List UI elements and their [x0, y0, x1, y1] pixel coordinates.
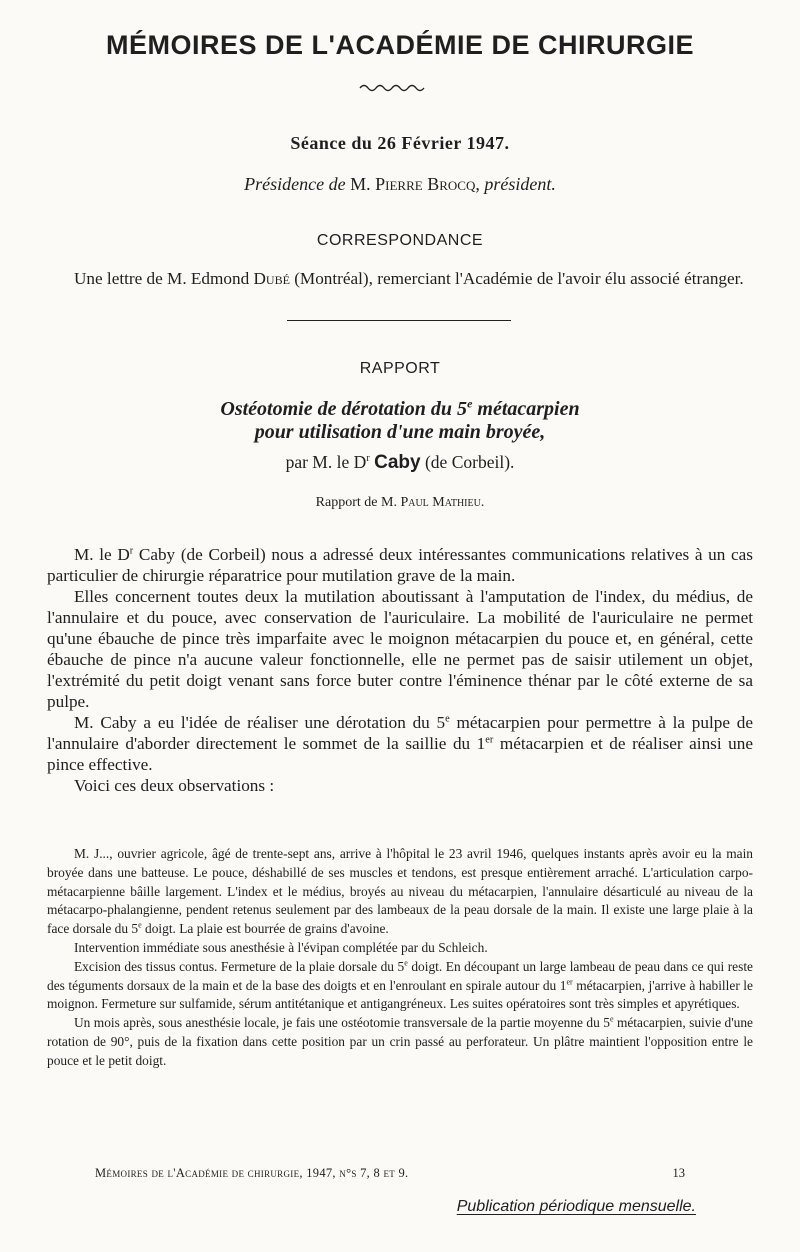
title-line1: Ostéotomie de dérotation du 5 — [220, 398, 468, 420]
title-sup: e — [467, 396, 473, 411]
p3-a: M. Caby a eu l'idée de réaliser une dérotation du 5 — [74, 713, 446, 732]
o4-sup: e — [609, 1014, 614, 1024]
o3-b: doigt. En découpant un large lambeau de peau dans ce qui reste des téguments dorsaux de la main et de la base des doigts et en l'enroulant en spirale autour du 1 — [47, 958, 754, 993]
journal-title: MÉMOIRES DE L'ACADÉMIE DE CHIRURGIE — [106, 30, 694, 60]
article-title — [0, 398, 800, 444]
presidence-m: M. — [350, 174, 371, 194]
o3-c: métacarpien, j'arrive à habiller le moignon. Fermeture sur sulfamide, sérum antitétanique et antigangréneux. Les suites opératoires sont très simples et apyrétiques. — [47, 977, 753, 1012]
presidence-label: Présidence de — [244, 174, 346, 194]
corr-text-a: Une lettre de M. Edmond — [74, 269, 250, 288]
rapporteur-name: Paul Mathieu. — [400, 495, 485, 510]
o1: M. J..., ouvrier agricole, âgé de trente-sept ans, arrive à l'hôpital le 23 avril 1946, quelques instants après avoir eu la main broyée dans une batteuse. Le pouce, déshabillé de ses muscles et tendons, est presque entièrement arraché. L'articulation carpo-métacarpienne bâille largement. L'index et le médius, broyés au niveau du métacarpien, l'annulaire désarticulé au niveau de la métacarpo-phalangienne, pendent retenus seulement par des lambeaux de la peau dorsale de la main. Il existe une large plaie à la face dorsale du 5 — [47, 846, 753, 937]
president-role: président. — [484, 174, 556, 194]
report-body — [47, 544, 753, 796]
observation-text — [47, 845, 753, 1071]
o3-sup1: e — [404, 958, 408, 968]
rapporteur-line — [0, 495, 800, 511]
body-paragraph-3 — [47, 712, 753, 775]
author-name: Caby — [374, 452, 421, 473]
page-number: 13 — [672, 1166, 685, 1180]
p3-sup2: er — [485, 734, 494, 746]
corr-text-b: (Montréal), remerciant l'Académie de l'avoir élu associé étranger. — [294, 269, 744, 288]
o4-a: Un mois après, sous anesthésie locale, je fais une ostéotomie transversale de la partie moyenne du 5 — [74, 1015, 610, 1031]
corr-name: Dubé — [253, 269, 290, 288]
obs-paragraph-1 — [47, 845, 753, 939]
o3-sup2: er — [566, 977, 573, 987]
title-line2: pour utilisation d'une main broyée, — [254, 421, 546, 443]
section-divider — [287, 320, 511, 321]
obs-paragraph-3 — [47, 958, 753, 1014]
session-date: Séance du 26 Février 1947. — [290, 133, 510, 153]
rapporteur-pre: Rapport de M. — [315, 495, 397, 510]
obs-paragraph-2: Intervention immédiate sous anesthésie à l'évipan complétée par du Schleich. — [74, 939, 488, 955]
body-paragraph-4: Voici ces deux observations : — [74, 776, 275, 795]
par-pre: par M. le D — [285, 452, 367, 472]
publication-note: Publication périodique mensuelle. — [456, 1198, 696, 1215]
correspondance-heading: CORRESPONDANCE — [316, 232, 484, 249]
o4-b: métacarpien, suivie d'une rotation de 90°, puis de la fixation dans cette position par un crin passé au perforateur. Un plâtre maintient l'opposition entre le pouce et le petit doigt. — [47, 1015, 753, 1068]
p1-a: M. le D — [74, 545, 130, 564]
p1-sup: r — [129, 545, 134, 557]
p3-b: métacarpien pour permettre à la pulpe de l'annulaire d'aborder directement le sommet de la saillie du 1 — [47, 713, 753, 753]
o3-a: Excision des tissus contus. Fermeture de la plaie dorsale du 5 — [74, 958, 405, 974]
presidence-line — [0, 174, 800, 195]
p3-c: métacarpien et de réaliser ainsi une pince effective. — [47, 734, 754, 774]
par-sup: r — [366, 453, 370, 465]
footer-citation: Mémoires de l'Académie de chirurgie, 1947, n°s 7, 8 et 9. — [95, 1166, 409, 1180]
par-post: (de Corbeil). — [424, 452, 515, 472]
president-name: Pierre Brocq, — [375, 174, 480, 194]
o1-end: doigt. La plaie est bourrée de grains d'avoine. — [145, 921, 389, 937]
body-paragraph-1 — [47, 544, 753, 586]
author-line — [0, 452, 800, 474]
wavy-ornament-icon — [358, 82, 428, 92]
footer-citation-line — [95, 1166, 685, 1181]
p1-b: Caby (de Corbeil) nous a adressé deux intéressantes communications relatives à un cas particulier de chirurgie réparatrice pour mutilation grave de la main. — [47, 545, 753, 585]
obs-paragraph-4 — [47, 1014, 753, 1070]
o1-sup: e — [138, 920, 142, 930]
title-line1-end: métacarpien — [477, 398, 580, 420]
body-paragraph-2: Elles concernent toutes deux la mutilation aboutissant à l'amputation de l'index, du médius, de l'annulaire et du pouce, avec conservation de l'auriculaire. La mobilité de l'auriculaire ne permet qu'une ébauche de pince très imparfaite avec le moignon métacarpien du pouce et, en général, cette ébauche de pince n'a aucune valeur fonctionnelle, elle ne permet pas de saisir utilement un objet, l'extrémité du petit doigt venant sans force buter contre l'éminence thénar par le côté externe de sa pulpe. — [47, 587, 753, 711]
rapport-heading: RAPPORT — [359, 360, 441, 377]
p3-sup1: e — [445, 713, 450, 725]
correspondance-paragraph — [47, 268, 753, 289]
